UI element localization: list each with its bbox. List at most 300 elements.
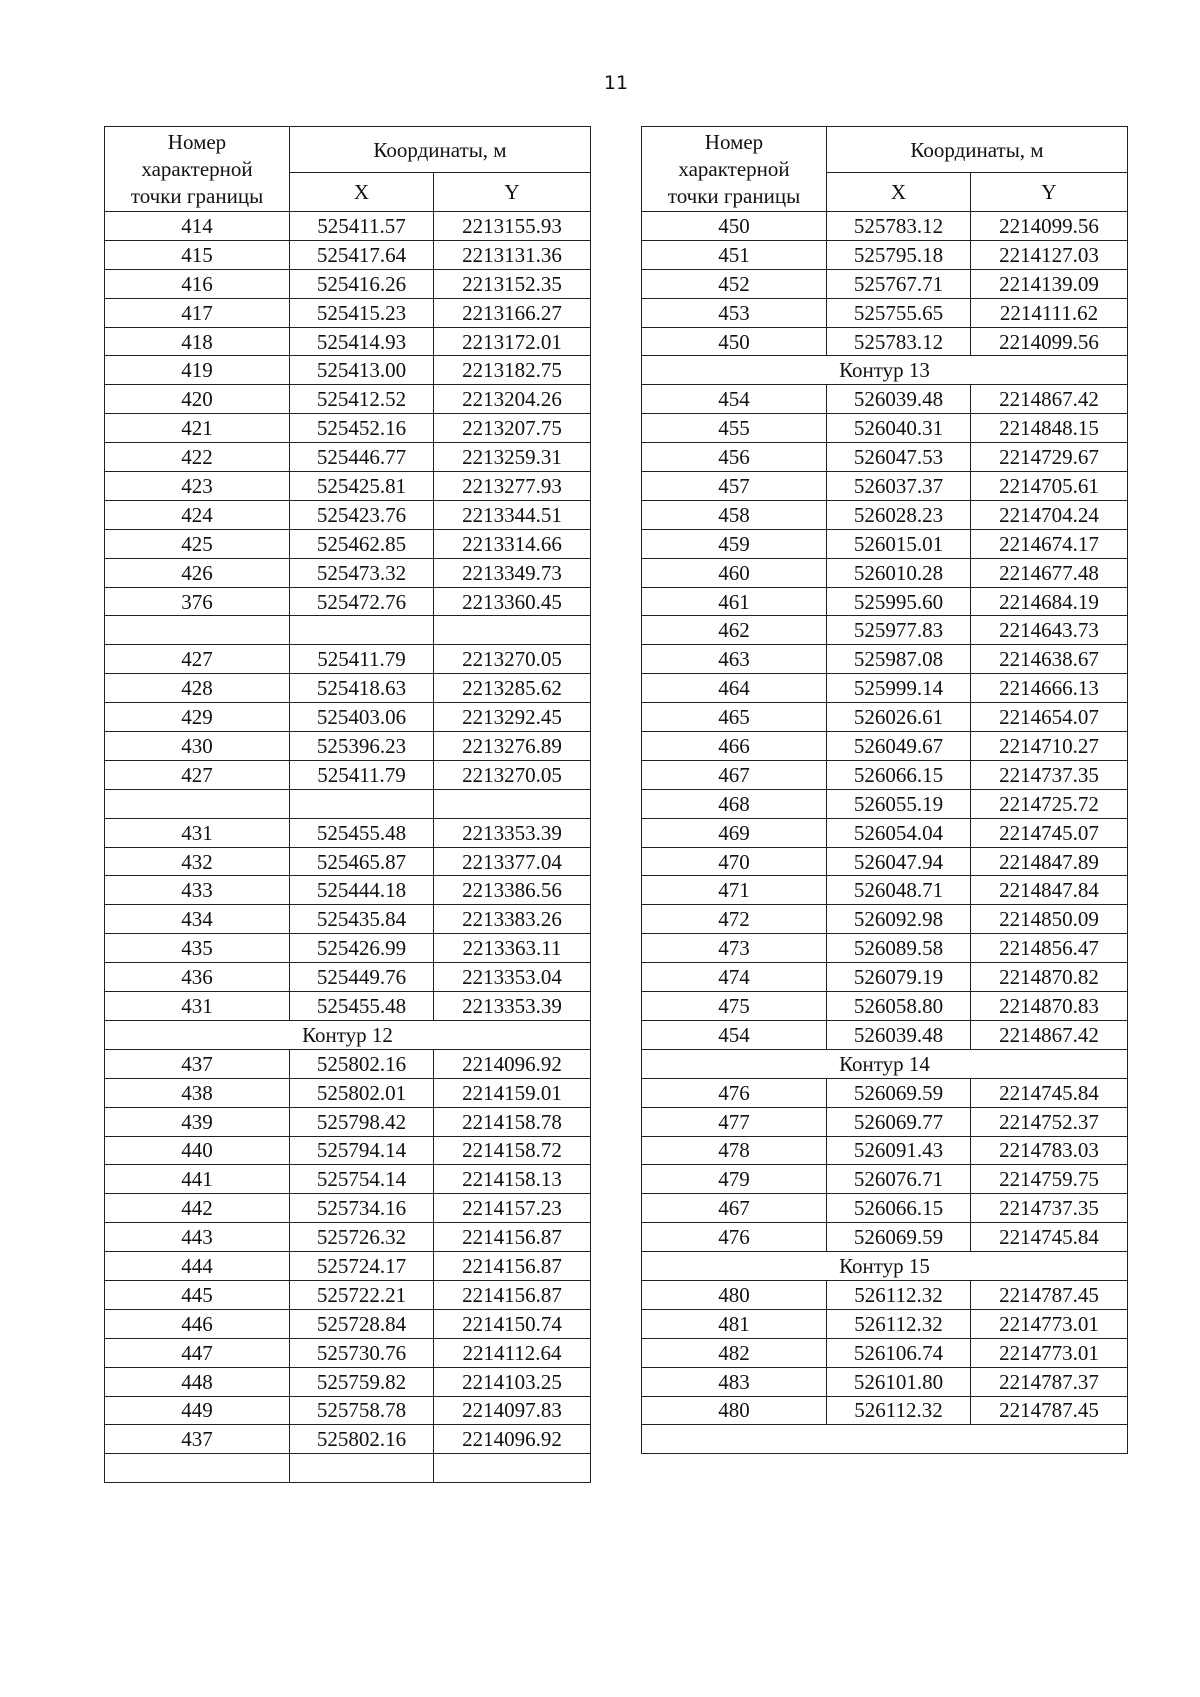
point-number-cell: 422 (105, 443, 290, 472)
y-coordinate-cell: 2213277.93 (434, 472, 591, 501)
point-number-cell: 472 (642, 905, 827, 934)
x-coordinate-cell (290, 789, 434, 818)
point-number-cell: 439 (105, 1107, 290, 1136)
x-coordinate-cell: 526039.48 (827, 1020, 971, 1049)
point-number-cell: 448 (105, 1367, 290, 1396)
point-number-header (105, 127, 290, 212)
table-row (642, 327, 1128, 356)
table-row (105, 529, 591, 558)
table-row (105, 500, 591, 529)
point-number-cell: 458 (642, 500, 827, 529)
point-number-cell: 434 (105, 905, 290, 934)
x-coordinate-cell: 525418.63 (290, 674, 434, 703)
x-coordinate-cell: 525802.16 (290, 1049, 434, 1078)
y-coordinate-cell: 2213172.01 (434, 327, 591, 356)
table-row (642, 674, 1128, 703)
table-row (642, 1194, 1128, 1223)
y-coordinate-cell: 2213155.93 (434, 212, 591, 241)
y-coordinate-cell: 2213349.73 (434, 558, 591, 587)
table-row (105, 703, 591, 732)
table-row (642, 269, 1128, 298)
table-row (105, 1078, 591, 1107)
x-coordinate-cell: 526101.80 (827, 1367, 971, 1396)
table-row (642, 414, 1128, 443)
y-coordinate-cell: 2214684.19 (971, 587, 1128, 616)
point-number-cell: 450 (642, 327, 827, 356)
point-number-cell: 467 (642, 1194, 827, 1223)
point-number-cell: 467 (642, 760, 827, 789)
x-coordinate-cell: 526089.58 (827, 934, 971, 963)
point-number-cell: 479 (642, 1165, 827, 1194)
y-coordinate-cell: 2214099.56 (971, 327, 1128, 356)
point-number-cell: 453 (642, 298, 827, 327)
point-number-cell: 477 (642, 1107, 827, 1136)
x-coordinate-cell: 526112.32 (827, 1280, 971, 1309)
x-coordinate-cell: 526054.04 (827, 818, 971, 847)
table-row (642, 1136, 1128, 1165)
x-coordinate-cell: 525767.71 (827, 269, 971, 298)
table-row (642, 789, 1128, 818)
point-number-cell: 468 (642, 789, 827, 818)
y-coordinate-cell: 2214638.67 (971, 645, 1128, 674)
point-number-cell: 432 (105, 847, 290, 876)
table-row (642, 616, 1128, 645)
point-number-cell: 480 (642, 1280, 827, 1309)
table-row (105, 587, 591, 616)
x-coordinate-cell: 525403.06 (290, 703, 434, 732)
x-coordinate-cell: 525472.76 (290, 587, 434, 616)
point-number-cell: 478 (642, 1136, 827, 1165)
point-number-cell: 437 (105, 1425, 290, 1454)
y-coordinate-cell: 2214870.83 (971, 992, 1128, 1021)
table-row (105, 616, 591, 645)
y-header: Y (434, 173, 591, 212)
point-number-cell: 480 (642, 1396, 827, 1425)
point-header-line2: характерной (678, 156, 790, 181)
y-coordinate-cell: 2214127.03 (971, 240, 1128, 269)
table-row (105, 1107, 591, 1136)
y-coordinate-cell: 2213344.51 (434, 500, 591, 529)
point-number-cell: 441 (105, 1165, 290, 1194)
y-coordinate-cell: 2214666.13 (971, 674, 1128, 703)
y-coordinate-cell: 2214112.64 (434, 1338, 591, 1367)
y-coordinate-cell (434, 789, 591, 818)
point-header-line1: Номер (704, 129, 764, 154)
y-coordinate-cell: 2213353.39 (434, 992, 591, 1021)
x-coordinate-cell: 525754.14 (290, 1165, 434, 1194)
y-coordinate-cell: 2214856.47 (971, 934, 1128, 963)
table-row (105, 1049, 591, 1078)
table-row (105, 414, 591, 443)
x-coordinate-cell: 525977.83 (827, 616, 971, 645)
y-coordinate-cell: 2214867.42 (971, 1020, 1128, 1049)
x-coordinate-cell: 525415.23 (290, 298, 434, 327)
y-coordinate-cell: 2214870.82 (971, 963, 1128, 992)
table-row (642, 587, 1128, 616)
point-number-cell: 462 (642, 616, 827, 645)
point-number-cell: 466 (642, 732, 827, 761)
y-coordinate-cell: 2214729.67 (971, 443, 1128, 472)
point-number-cell: 443 (105, 1223, 290, 1252)
y-coordinate-cell: 2214867.42 (971, 385, 1128, 414)
x-coordinate-cell: 526015.01 (827, 529, 971, 558)
table-row (105, 558, 591, 587)
x-coordinate-cell: 525473.32 (290, 558, 434, 587)
point-number-cell: 460 (642, 558, 827, 587)
table-row (105, 760, 591, 789)
table-row (105, 1194, 591, 1223)
table-row (642, 703, 1128, 732)
point-number-cell: 470 (642, 847, 827, 876)
x-coordinate-cell: 525449.76 (290, 963, 434, 992)
y-coordinate-cell: 2214159.01 (434, 1078, 591, 1107)
y-coordinate-cell: 2213131.36 (434, 240, 591, 269)
contour-row (642, 356, 1128, 385)
table-row (642, 472, 1128, 501)
table-row (642, 818, 1128, 847)
point-number-cell: 446 (105, 1309, 290, 1338)
x-coordinate-cell: 526010.28 (827, 558, 971, 587)
x-coordinate-cell: 525412.52 (290, 385, 434, 414)
y-coordinate-cell: 2213276.89 (434, 732, 591, 761)
table-row (105, 1367, 591, 1396)
table-row (105, 789, 591, 818)
x-coordinate-cell: 525795.18 (827, 240, 971, 269)
x-coordinate-cell: 525755.65 (827, 298, 971, 327)
y-coordinate-cell: 2214710.27 (971, 732, 1128, 761)
table-row (642, 558, 1128, 587)
x-coordinate-cell: 525999.14 (827, 674, 971, 703)
table-row (642, 992, 1128, 1021)
table-row (105, 1136, 591, 1165)
x-coordinate-cell: 525465.87 (290, 847, 434, 876)
x-coordinate-cell: 526066.15 (827, 760, 971, 789)
table-row (642, 760, 1128, 789)
table-row (642, 732, 1128, 761)
x-coordinate-cell: 525414.93 (290, 327, 434, 356)
point-number-cell: 442 (105, 1194, 290, 1223)
x-coordinate-cell: 525734.16 (290, 1194, 434, 1223)
point-number-cell (105, 616, 290, 645)
y-coordinate-cell: 2214705.61 (971, 472, 1128, 501)
point-number-header (642, 127, 827, 212)
point-number-cell: 452 (642, 269, 827, 298)
x-coordinate-cell: 526092.98 (827, 905, 971, 934)
point-number-cell (105, 1454, 290, 1483)
table-row (642, 1396, 1128, 1425)
y-coordinate-cell: 2214704.24 (971, 500, 1128, 529)
table-row (642, 1165, 1128, 1194)
y-coordinate-cell: 2214654.07 (971, 703, 1128, 732)
x-coordinate-cell: 525462.85 (290, 529, 434, 558)
y-coordinate-cell: 2214773.01 (971, 1309, 1128, 1338)
point-number-cell: 440 (105, 1136, 290, 1165)
point-number-cell: 438 (105, 1078, 290, 1107)
table-row (105, 472, 591, 501)
x-coordinate-cell: 526039.48 (827, 385, 971, 414)
table-row (105, 992, 591, 1021)
point-number-cell: 455 (642, 414, 827, 443)
table-row (105, 934, 591, 963)
x-coordinate-cell: 526040.31 (827, 414, 971, 443)
point-number-cell: 419 (105, 356, 290, 385)
contour-row (642, 1049, 1128, 1078)
table-row (105, 1309, 591, 1338)
y-coordinate-cell: 2214745.84 (971, 1078, 1128, 1107)
x-coordinate-cell: 525726.32 (290, 1223, 434, 1252)
contour-label: Контур 12 (105, 1020, 591, 1049)
point-number-cell: 417 (105, 298, 290, 327)
x-coordinate-cell: 525455.48 (290, 992, 434, 1021)
point-header-line3: точки границы (667, 183, 801, 208)
table-row (105, 269, 591, 298)
x-coordinate-cell: 526069.77 (827, 1107, 971, 1136)
point-number-cell: 481 (642, 1309, 827, 1338)
table-row (105, 905, 591, 934)
x-header: X (827, 173, 971, 212)
table-row (642, 1223, 1128, 1252)
table-row (105, 1454, 591, 1483)
x-coordinate-cell: 526055.19 (827, 789, 971, 818)
point-number-cell: 473 (642, 934, 827, 963)
contour-label: Контур 14 (642, 1049, 1128, 1078)
table-row (642, 385, 1128, 414)
point-number-cell: 427 (105, 760, 290, 789)
coordinates-table-left (104, 126, 591, 1483)
table-row (642, 645, 1128, 674)
contour-label: Контур 13 (642, 356, 1128, 385)
point-number-cell: 454 (642, 385, 827, 414)
coordinates-header: Координаты, м (290, 127, 591, 173)
point-number-cell: 425 (105, 529, 290, 558)
x-coordinate-cell: 525722.21 (290, 1280, 434, 1309)
y-coordinate-cell: 2213285.62 (434, 674, 591, 703)
y-coordinate-cell: 2213383.26 (434, 905, 591, 934)
y-coordinate-cell: 2214847.84 (971, 876, 1128, 905)
table-row (105, 818, 591, 847)
x-coordinate-cell: 526047.53 (827, 443, 971, 472)
table-row (105, 1396, 591, 1425)
point-number-cell: 449 (105, 1396, 290, 1425)
y-coordinate-cell: 2214643.73 (971, 616, 1128, 645)
x-coordinate-cell: 526076.71 (827, 1165, 971, 1194)
x-coordinate-cell: 525425.81 (290, 472, 434, 501)
point-number-cell: 433 (105, 876, 290, 905)
point-number-cell: 463 (642, 645, 827, 674)
x-coordinate-cell: 525728.84 (290, 1309, 434, 1338)
x-coordinate-cell: 525783.12 (827, 327, 971, 356)
contour-label: Контур 15 (642, 1252, 1128, 1281)
point-number-cell: 376 (105, 587, 290, 616)
point-number-cell: 444 (105, 1252, 290, 1281)
table-row (105, 1280, 591, 1309)
page-number: 11 (603, 72, 629, 94)
y-coordinate-cell: 2214158.72 (434, 1136, 591, 1165)
point-number-cell: 450 (642, 212, 827, 241)
point-number-cell: 459 (642, 529, 827, 558)
point-number-cell: 451 (642, 240, 827, 269)
y-coordinate-cell: 2214787.45 (971, 1280, 1128, 1309)
coordinates-table-right (641, 126, 1128, 1454)
x-coordinate-cell: 525724.17 (290, 1252, 434, 1281)
x-coordinate-cell (290, 616, 434, 645)
y-coordinate-cell: 2214674.17 (971, 529, 1128, 558)
y-coordinate-cell: 2213353.39 (434, 818, 591, 847)
table-row (642, 529, 1128, 558)
table-row (642, 1107, 1128, 1136)
y-coordinate-cell: 2213270.05 (434, 645, 591, 674)
contour-row (642, 1252, 1128, 1281)
y-coordinate-cell: 2214787.37 (971, 1367, 1128, 1396)
x-coordinate-cell: 525413.00 (290, 356, 434, 385)
x-coordinate-cell: 525783.12 (827, 212, 971, 241)
y-coordinate-cell: 2214156.87 (434, 1223, 591, 1252)
y-coordinate-cell: 2214097.83 (434, 1396, 591, 1425)
x-coordinate-cell: 526069.59 (827, 1078, 971, 1107)
table-row (642, 847, 1128, 876)
y-coordinate-cell: 2213152.35 (434, 269, 591, 298)
x-coordinate-cell: 526047.94 (827, 847, 971, 876)
x-coordinate-cell: 525417.64 (290, 240, 434, 269)
table-row (105, 645, 591, 674)
y-coordinate-cell: 2213360.45 (434, 587, 591, 616)
x-coordinate-cell: 525798.42 (290, 1107, 434, 1136)
x-coordinate-cell: 525987.08 (827, 645, 971, 674)
x-coordinate-cell: 526106.74 (827, 1338, 971, 1367)
y-coordinate-cell: 2214848.15 (971, 414, 1128, 443)
point-header-line1: Номер (167, 129, 227, 154)
y-coordinate-cell (434, 616, 591, 645)
x-coordinate-cell: 525435.84 (290, 905, 434, 934)
y-coordinate-cell: 2213314.66 (434, 529, 591, 558)
y-coordinate-cell: 2214157.23 (434, 1194, 591, 1223)
table-row (642, 963, 1128, 992)
y-coordinate-cell: 2213207.75 (434, 414, 591, 443)
table-row (105, 1425, 591, 1454)
y-coordinate-cell: 2214737.35 (971, 760, 1128, 789)
x-coordinate-cell: 526069.59 (827, 1223, 971, 1252)
point-number-cell: 461 (642, 587, 827, 616)
x-coordinate-cell: 525446.77 (290, 443, 434, 472)
y-coordinate-cell: 2214783.03 (971, 1136, 1128, 1165)
table-row (105, 298, 591, 327)
point-number-cell: 474 (642, 963, 827, 992)
point-number-cell: 482 (642, 1338, 827, 1367)
point-number-cell (105, 789, 290, 818)
y-coordinate-cell: 2214759.75 (971, 1165, 1128, 1194)
y-header: Y (971, 173, 1128, 212)
table-row (642, 1078, 1128, 1107)
point-number-cell: 447 (105, 1338, 290, 1367)
x-coordinate-cell: 525416.26 (290, 269, 434, 298)
y-coordinate-cell: 2214103.25 (434, 1367, 591, 1396)
contour-row (105, 1020, 591, 1049)
table-row (105, 876, 591, 905)
y-coordinate-cell: 2213204.26 (434, 385, 591, 414)
x-coordinate-cell: 525411.79 (290, 760, 434, 789)
y-coordinate-cell: 2213292.45 (434, 703, 591, 732)
y-coordinate-cell: 2214111.62 (971, 298, 1128, 327)
y-coordinate-cell: 2214139.09 (971, 269, 1128, 298)
table-row (642, 500, 1128, 529)
y-coordinate-cell: 2213166.27 (434, 298, 591, 327)
x-coordinate-cell: 526048.71 (827, 876, 971, 905)
x-coordinate-cell: 526066.15 (827, 1194, 971, 1223)
coordinates-header: Координаты, м (827, 127, 1128, 173)
point-number-cell: 430 (105, 732, 290, 761)
point-number-cell: 445 (105, 1280, 290, 1309)
y-coordinate-cell: 2213363.11 (434, 934, 591, 963)
table-row (105, 1223, 591, 1252)
point-number-cell: 454 (642, 1020, 827, 1049)
y-coordinate-cell: 2214773.01 (971, 1338, 1128, 1367)
table-row (642, 212, 1128, 241)
point-number-cell: 428 (105, 674, 290, 703)
table-row (105, 327, 591, 356)
x-coordinate-cell: 525759.82 (290, 1367, 434, 1396)
table-row (105, 1165, 591, 1194)
y-coordinate-cell: 2214096.92 (434, 1425, 591, 1454)
right-table-body (642, 212, 1128, 1454)
y-coordinate-cell: 2214158.13 (434, 1165, 591, 1194)
x-coordinate-cell: 525794.14 (290, 1136, 434, 1165)
x-coordinate-cell: 525426.99 (290, 934, 434, 963)
x-coordinate-cell: 526112.32 (827, 1309, 971, 1338)
y-coordinate-cell: 2214156.87 (434, 1280, 591, 1309)
table-row (105, 1252, 591, 1281)
x-coordinate-cell: 526091.43 (827, 1136, 971, 1165)
point-number-cell: 414 (105, 212, 290, 241)
y-coordinate-cell: 2213182.75 (434, 356, 591, 385)
point-number-cell: 437 (105, 1049, 290, 1078)
point-number-cell: 483 (642, 1367, 827, 1396)
point-number-cell: 423 (105, 472, 290, 501)
point-number-cell: 420 (105, 385, 290, 414)
table-row (105, 674, 591, 703)
left-table-body (105, 212, 591, 1483)
y-coordinate-cell: 2214737.35 (971, 1194, 1128, 1223)
table-row (642, 1020, 1128, 1049)
x-coordinate-cell: 525455.48 (290, 818, 434, 847)
y-coordinate-cell: 2214745.07 (971, 818, 1128, 847)
table-row (105, 240, 591, 269)
x-coordinate-cell: 526026.61 (827, 703, 971, 732)
x-coordinate-cell (290, 1454, 434, 1483)
point-number-cell: 465 (642, 703, 827, 732)
table-row (105, 212, 591, 241)
y-coordinate-cell: 2213386.56 (434, 876, 591, 905)
y-coordinate-cell: 2213259.31 (434, 443, 591, 472)
table-row (642, 876, 1128, 905)
point-number-cell: 426 (105, 558, 290, 587)
x-coordinate-cell: 525802.01 (290, 1078, 434, 1107)
y-coordinate-cell: 2214677.48 (971, 558, 1128, 587)
table-row (105, 356, 591, 385)
x-coordinate-cell: 526028.23 (827, 500, 971, 529)
y-coordinate-cell: 2214150.74 (434, 1309, 591, 1338)
contour-label (642, 1425, 1128, 1454)
x-coordinate-cell: 525423.76 (290, 500, 434, 529)
x-coordinate-cell: 526079.19 (827, 963, 971, 992)
x-coordinate-cell: 526037.37 (827, 472, 971, 501)
y-coordinate-cell: 2214745.84 (971, 1223, 1128, 1252)
table-row (642, 443, 1128, 472)
point-number-cell: 476 (642, 1223, 827, 1252)
point-number-cell: 416 (105, 269, 290, 298)
table-row (105, 385, 591, 414)
point-number-cell: 418 (105, 327, 290, 356)
table-row (642, 1280, 1128, 1309)
